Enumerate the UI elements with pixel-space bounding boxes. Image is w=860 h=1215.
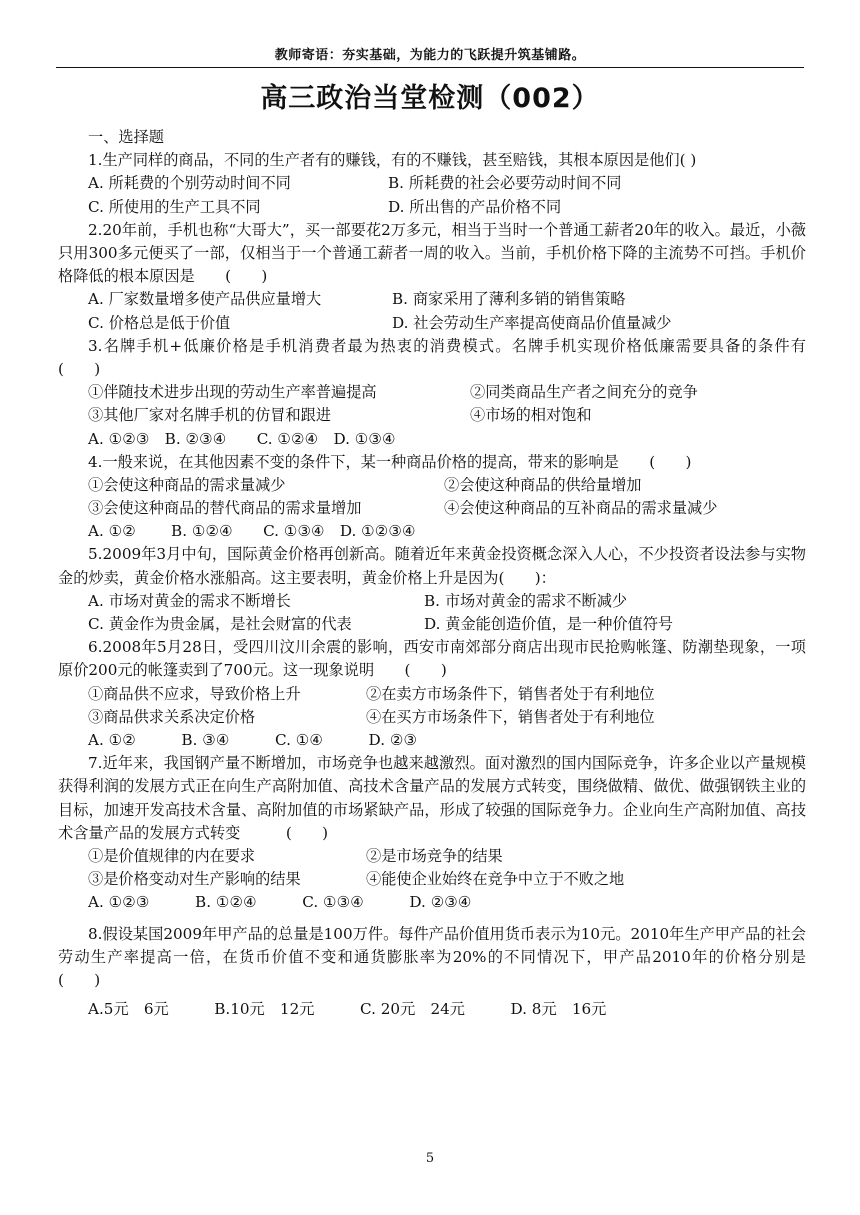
statement-1: ①伴随技术进步出现的劳动生产率普遍提高 (88, 383, 377, 402)
question-4-text: 4.一般来说，在其他因素不变的条件下，某一种商品价格的提高，带来的影响是 ( ) (88, 452, 692, 471)
statement-4: ④会使这种商品的互补商品的需求量减少 (444, 499, 718, 518)
question-3-text: 3.名牌手机+低廉价格是手机消费者最为热衷的消费模式。名牌手机实现价格低廉需要具备的条件有 ( ) (58, 336, 837, 378)
question-3-statements-row-2 (58, 404, 806, 427)
statement-2: ②在卖方市场条件下，销售者处于有利地位 (366, 684, 655, 703)
statement-2: ②会使这种商品的供给量增加 (444, 475, 642, 494)
question-2-options-row-2 (58, 312, 806, 335)
question-4-choices: A. ①② B. ①②④ C. ①③④ D. ①②③④ (88, 522, 416, 541)
page-title: 高三政治当堂检测（002） (260, 83, 600, 114)
question-3-statements-row-1 (58, 381, 806, 404)
statement-4: ④在买方市场条件下，销售者处于有利地位 (366, 707, 655, 726)
statement-3: ③会使这种商品的替代商品的需求量增加 (88, 499, 362, 518)
statement-2: ②同类商品生产者之间充分的竞争 (470, 383, 698, 402)
question-8-text: 8.假设某国2009年甲产品的总量是100万件。每件产品价值用货币表示为10元。2010年生产甲产品的社会劳动生产率提高一倍，在货币价值不变和通货膨胀率为20%的不同情况下，甲产品2010年的价格分别是 ( ) (58, 924, 837, 990)
option-b: B. 市场对黄金的需求不断减少 (424, 591, 628, 610)
question-7-text: 7.近年来，我国钢产量不断增加，市场竞争也越来越激烈。面对激烈的国内国际竞争，许多企业以产量规模获得利润的发展方式正在向生产高附加值、高技术含量产品的发展方式转变，围绕做精、做优、做强钢铁主业的目标，加速开发高技术含量、高附加值的市场紧缺产品，形成了较强的国际竞争力。企业向生产高附加值、高技术含量产品的发展方式转变 ( ) (58, 754, 806, 842)
option-c: C. 黄金作为贵金属，是社会财富的代表 (88, 615, 352, 634)
question-7-statements-row-2 (58, 868, 806, 891)
question-5-text: 5.2009年3月中旬，国际黄金价格再创新高。随着近年来黄金投资概念深入人心，不少投资者设法参与实物金的炒卖，黄金价格水涨船高。这主要表明，黄金价格上升是因为( )： (58, 545, 806, 587)
question-4-statements-row-1 (58, 474, 806, 497)
question-6-text: 6.2008年5月28日，受四川汶川余震的影响，西安市南郊部分商店出现市民抢购帐篷、防潮垫现象，一项原价200元的帐篷卖到了700元。这一现象说明 ( ) (58, 638, 806, 680)
question-4-statements-row-2 (58, 497, 806, 520)
option-c: C. 所使用的生产工具不同 (88, 197, 261, 216)
statement-4: ④能使企业始终在竞争中立于不败之地 (366, 870, 625, 889)
option-d: D. 社会劳动生产率提高使商品价值量减少 (392, 313, 672, 332)
question-3-choices: A. ①②③ B. ②③④ C. ①②④ D. ①③④ (88, 429, 396, 448)
question-list (58, 126, 837, 1021)
question-6-choices: A. ①② B. ③④ C. ①④ D. ②③ (88, 731, 418, 750)
question-2-options-row-1 (58, 288, 806, 311)
option-b: B. 商家采用了薄利多销的销售策略 (392, 290, 626, 309)
question-8-choices: A.5元 6元 B.10元 12元 C. 20元 24元 D. 8元 16元 (88, 1000, 607, 1019)
statement-3: ③商品供求关系决定价格 (88, 707, 256, 726)
question-1-options-row-2 (58, 196, 806, 219)
statement-2: ②是市场竞争的结果 (366, 847, 503, 866)
question-5-options-row-1 (58, 590, 806, 613)
question-6-statements-row-2 (58, 706, 806, 729)
question-2-text: 2.20年前，手机也称“大哥大”，买一部要花2万多元，相当于当时一个普通工薪者20年的收入。最近，小薇只用300多元便买了一部，仅相当于一个普通工薪者一周的收入。当前，手机价格下降的主流势不可挡。手机价格降低的根本原因是 ( ) (58, 220, 806, 286)
statement-1: ①商品供不应求，导致价格上升 (88, 684, 301, 703)
statement-1: ①是价值规律的内在要求 (88, 847, 256, 866)
option-a: A. 所耗费的个别劳动时间不同 (88, 174, 291, 193)
header-divider (56, 67, 804, 68)
question-5-options-row-2 (58, 613, 806, 636)
section-heading: 一、选择题 (88, 128, 164, 146)
page-number: 5 (425, 1151, 435, 1166)
question-7-statements-row-1 (58, 845, 806, 868)
option-b: B. 所耗费的社会必要劳动时间不同 (388, 174, 622, 193)
question-1-options-row-1 (58, 172, 806, 195)
header-motto: 教师寄语：夯实基础，为能力的飞跃提升筑基铺路。 (274, 48, 586, 63)
option-a: A. 厂家数量增多使产品供应量增大 (88, 290, 322, 309)
statement-3: ③是价格变动对生产影响的结果 (88, 870, 301, 889)
option-c: C. 价格总是低于价值 (88, 313, 231, 332)
statement-4: ④市场的相对饱和 (470, 406, 592, 425)
option-d: D. 黄金能创造价值，是一种价值符号 (424, 615, 674, 634)
option-a: A. 市场对黄金的需求不断增长 (88, 591, 291, 610)
question-6-statements-row-1 (58, 683, 806, 706)
option-d: D. 所出售的产品价格不同 (388, 197, 562, 216)
statement-1: ①会使这种商品的需求量减少 (88, 475, 286, 494)
question-1-text: 1.生产同样的商品，不同的生产者有的赚钱，有的不赚钱，甚至赔钱，其根本原因是他们( ) (88, 151, 697, 170)
question-7-choices: A. ①②③ B. ①②④ C. ①③④ D. ②③④ (88, 893, 472, 912)
statement-3: ③其他厂家对名牌手机的仿冒和跟进 (88, 406, 331, 425)
